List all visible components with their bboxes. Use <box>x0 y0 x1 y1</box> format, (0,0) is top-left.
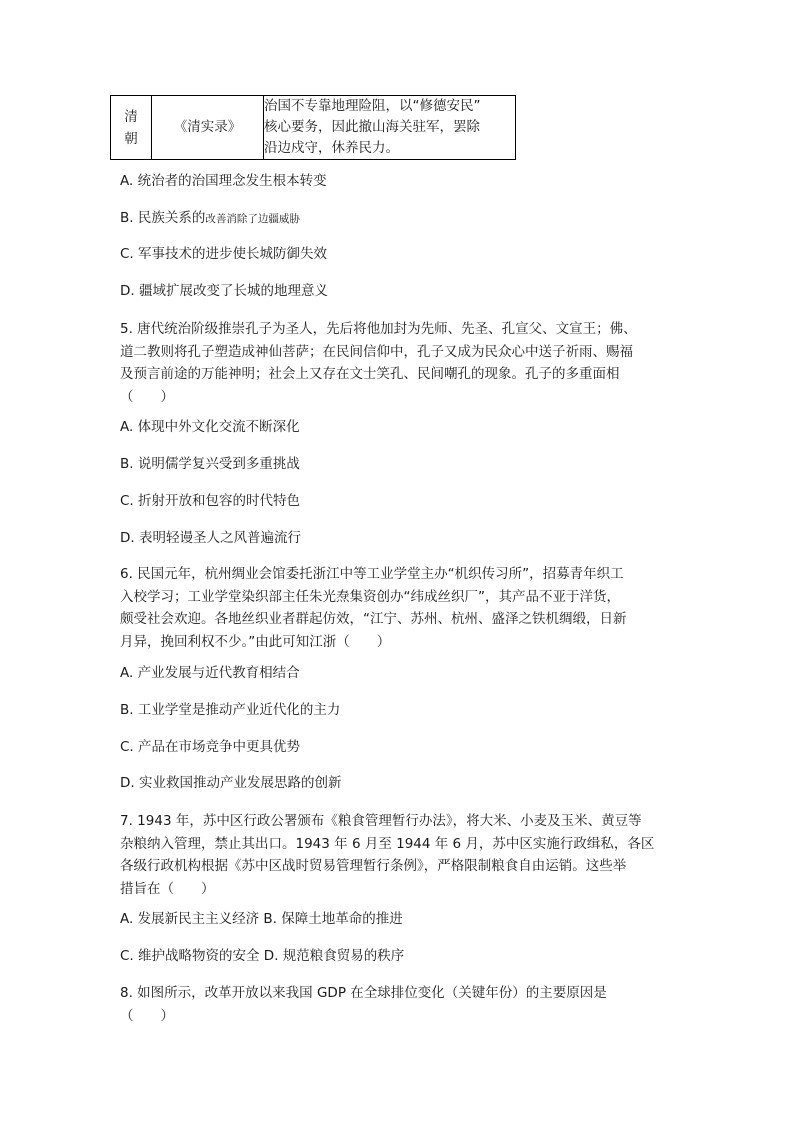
era-cell <box>111 96 152 160</box>
stem-line: 7. 1943 年，苏中区行政公署颁布《粮食管理暂行办法》，将大米、小麦及玉米、黄豆等 <box>120 813 642 829</box>
content-line: 治国不专靠地理险阻，以“修德安民” <box>264 98 481 114</box>
stem-line: 措旨在（ ） <box>120 880 215 897</box>
table-row <box>111 96 516 160</box>
source-text: 《清实录》 <box>173 119 242 135</box>
q4-option-b-small: 改善消除了边疆威胁 <box>205 213 300 225</box>
q8-stem <box>120 982 680 1027</box>
stem-line: 各级行政机构根据《苏中区战时贸易管理暂行条例》，严格限制粮食自由运销。这些举 <box>120 858 627 874</box>
q5-option-b: B. 说明儒学复兴受到多重挑战 <box>120 456 300 472</box>
stem-line: （ ） <box>120 1007 174 1024</box>
stem-line: 8. 如图所示，改革开放以来我国 GDP 在全球排位变化（关键年份）的主要原因是 <box>120 985 607 1001</box>
q5-option-d: D. 表明轻谩圣人之风普遍流行 <box>120 530 301 546</box>
q5-stem <box>120 318 680 408</box>
source-table <box>110 95 516 160</box>
q7-options-cd: C. 维护战略物资的安全 D. 规范粮食贸易的秩序 <box>120 948 405 964</box>
stem-line: 及预言前途的万能神明；社会上又存在文士笑孔、民间嘲孔的现象。孔子的多重面相 <box>120 366 620 382</box>
content-line: 核心要务，因此撤山海关驻军，罢除 <box>264 119 480 135</box>
q4-option-b-prefix: B. 民族关系的 <box>120 210 206 226</box>
q4-option-a: A. 统治者的治国理念发生根本转变 <box>120 173 327 189</box>
stem-line: 6. 民国元年，杭州绸业会馆委托浙江中等工业学堂主办“机织传习所”，招募青年织工 <box>120 566 624 582</box>
stem-line: （ ） <box>120 388 174 405</box>
stem-line: 5. 唐代统治阶级推崇孔子为圣人，先后将他加封为先师、先圣、孔宣父、文宣王；佛、 <box>120 321 637 337</box>
q6-option-b: B. 工业学堂是推动产业近代化的主力 <box>120 702 341 718</box>
q6-option-a: A. 产业发展与近代教育相结合 <box>120 665 300 681</box>
q6-option-c: C. 产品在市场竞争中更具优势 <box>120 739 301 755</box>
q5-option-a: A. 体现中外文化交流不断深化 <box>120 419 300 435</box>
stem-line: 杂粮纳入管理，禁止其出口。1943 年 6 月至 1944 年 6 月，苏中区实施行政缉私，各区 <box>120 835 655 852</box>
q5-option-c: C. 折射开放和包容的时代特色 <box>120 493 301 509</box>
era-text: 清朝 <box>124 108 138 147</box>
q6-option-d: D. 实业救国推动产业发展思路的创新 <box>120 775 342 791</box>
content-line: 沿边戍守，休养民力。 <box>264 140 399 156</box>
stem-line: 入校学习；工业学堂染织部主任朱光焘集资创办“纬成丝织厂”，其产品不亚于洋货， <box>120 588 620 605</box>
stem-line: 道二教则将孔子塑造成神仙菩萨；在民间信仰中，孔子又成为民众心中送子祈雨、赐福 <box>120 343 633 360</box>
stem-line: 颇受社会欢迎。各地丝织业者群起仿效，“江宁、苏州、杭州、盛泽之铁机绸缎，日新 <box>120 611 627 627</box>
q4-option-d: D. 疆域扩展改变了长城的地理意义 <box>120 283 328 299</box>
q4-option-c: C. 军事技术的进步使长城防御失效 <box>120 246 328 262</box>
content-cell <box>264 96 516 160</box>
source-cell <box>152 96 264 160</box>
q6-stem <box>120 563 680 653</box>
q4-option-b <box>120 207 300 230</box>
q7-options-ab: A. 发展新民主主义经济 B. 保障土地革命的推进 <box>120 911 403 927</box>
q7-stem <box>120 810 680 900</box>
stem-line: 月异，挽回利权不少。”由此可知江浙（ ） <box>120 633 391 650</box>
